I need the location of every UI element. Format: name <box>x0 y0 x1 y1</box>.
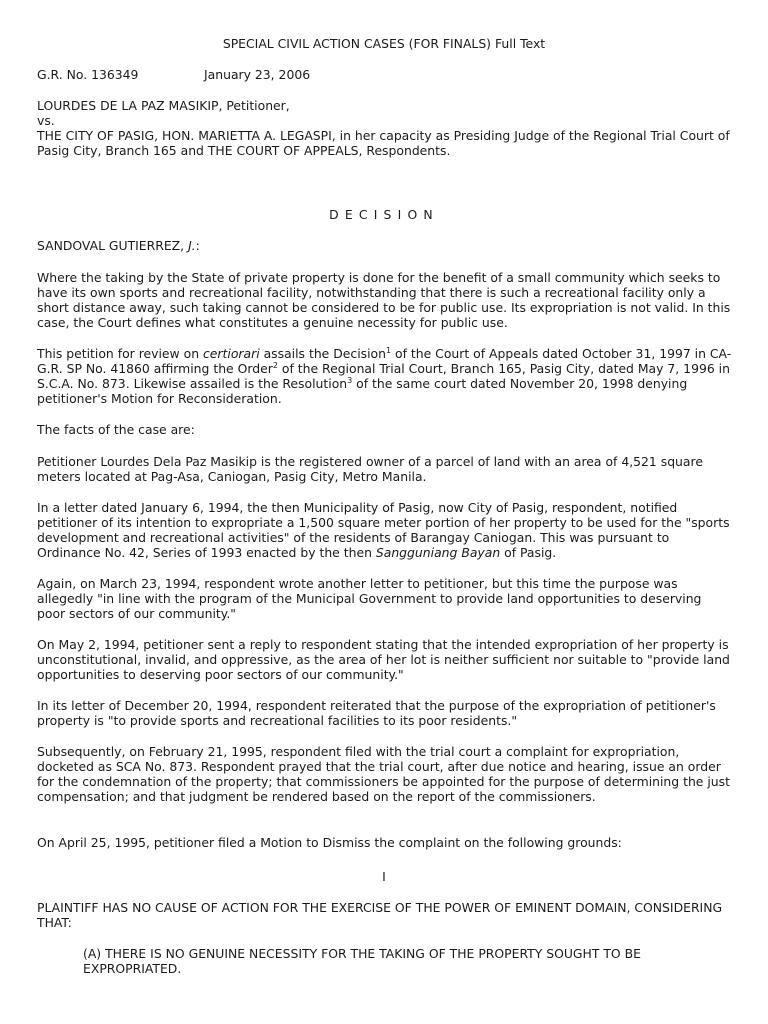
paragraph-3: The facts of the case are: <box>37 422 195 437</box>
respondents-line: THE CITY OF PASIG, HON. MARIETTA A. LEGASPI, in her capacity as Presiding Judge of the Regional Trial Court of Pasig City, Branch 165 and THE COURT OF APPEALS, Respondents. <box>37 128 730 158</box>
ground-a: (A) THERE IS NO GENUINE NECESSITY FOR THE TAKING OF THE PROPERTY SOUGHT TO BE EXPROPRIATED. <box>83 946 641 976</box>
footnote-ref-3[interactable]: 3 <box>347 375 353 385</box>
paragraph-7: On May 2, 1994, petitioner sent a reply to respondent stating that the intended expropriation of her property is unconstitutional, invalid, and oppressive, as the area of her lot is neither sufficient nor suitable to "provide land opportunities to deserving poor sectors of our community." <box>37 637 730 682</box>
gr-number: G.R. No. 136349 <box>37 67 139 82</box>
ponente-colon: : <box>195 238 200 253</box>
paragraph-4: Petitioner Lourdes Dela Paz Masikip is the registered owner of a parcel of land with an area of 4,521 square meters located at Pag-Asa, Caniogan, Pasig City, Metro Manila. <box>37 454 703 484</box>
document-title: SPECIAL CIVIL ACTION CASES (FOR FINALS) Full Text <box>222 36 546 51</box>
ponente-line <box>37 238 733 253</box>
paragraph-9: Subsequently, on February 21, 1995, respondent filed with the trial court a complaint for expropriation, docketed as SCA No. 873. Respondent prayed that the trial court, after due notice and hearing, issue an order for the condemnation of the property; that commissioners be appointed for the purpose of determining the just compensation; and that judgment be rendered based on the report of the commissioners. <box>37 744 730 804</box>
ponente-title: J. <box>188 238 196 253</box>
roman-numeral-one: I <box>382 869 386 884</box>
footnote-ref-2[interactable]: 2 <box>272 360 278 370</box>
paragraph-1: Where the taking by the State of private property is done for the benefit of a small community which seeks to have its own sports and recreational facility, notwithstanding that there is such a recreational facility only a short distance away, such taking cannot be considered to be for public use. Its expropriation is not valid. In this case, the Court defines what constitutes a genuine necessity for public use. <box>37 270 731 330</box>
versus-line: vs. <box>37 113 55 128</box>
paragraph-5: In a letter dated January 6, 1994, the then Municipality of Pasig, now City of Pasig, respondent, notified petitioner of its intention to expropriate a 1,500 square meter portion of her property to be used for the "sports development and recreational activities" of the residents of Barangay Caniogan. This was pursuant to Ordinance No. 42, Series of 1993 enacted by the then Sangguniang Bayan of Pasig. <box>37 500 730 560</box>
paragraph-2: This petition for review on certiorari assails the Decision$^1$ of the Court of Appeals dated October 31, 1997 in CA-G.R. SP No. 41860 affirming the Order$^2$ of the Regional Trial Court, Branch 165, Pasig City, dated May 7, 1996 in S.C.A. No. 873. Likewise assailed is the Resolution$^3$ of the same court dated November 20, 1998 denying petitioner's Motion for Reconsideration. <box>37 345 732 406</box>
decision-date: January 23, 2006 <box>204 67 311 82</box>
paragraph-6: Again, on March 23, 1994, respondent wrote another letter to petitioner, but this time the purpose was allegedly "in line with the program of the Municipal Government to provide land opportunities to deserving poor sectors of our community." <box>37 576 702 621</box>
paragraph-8: In its letter of December 20, 1994, respondent reiterated that the purpose of the expropriation of petitioner's property is "to provide sports and recreational facilities to its poor residents." <box>37 698 716 728</box>
ponente-name: SANDOVAL GUTIERREZ, <box>37 238 185 253</box>
ground-heading: PLAINTIFF HAS NO CAUSE OF ACTION FOR THE EXERCISE OF THE POWER OF EMINENT DOMAIN, CONSIDERING THAT: <box>37 900 723 930</box>
case-header <box>37 67 311 82</box>
petitioner-line: LOURDES DE LA PAZ MASIKIP, Petitioner, <box>37 98 290 113</box>
decision-heading: DECISION <box>329 207 439 222</box>
paragraph-10: On April 25, 1995, petitioner filed a Motion to Dismiss the complaint on the following grounds: <box>37 835 622 850</box>
footnote-ref-1[interactable]: 1 <box>385 345 392 355</box>
parties-block <box>37 98 733 158</box>
